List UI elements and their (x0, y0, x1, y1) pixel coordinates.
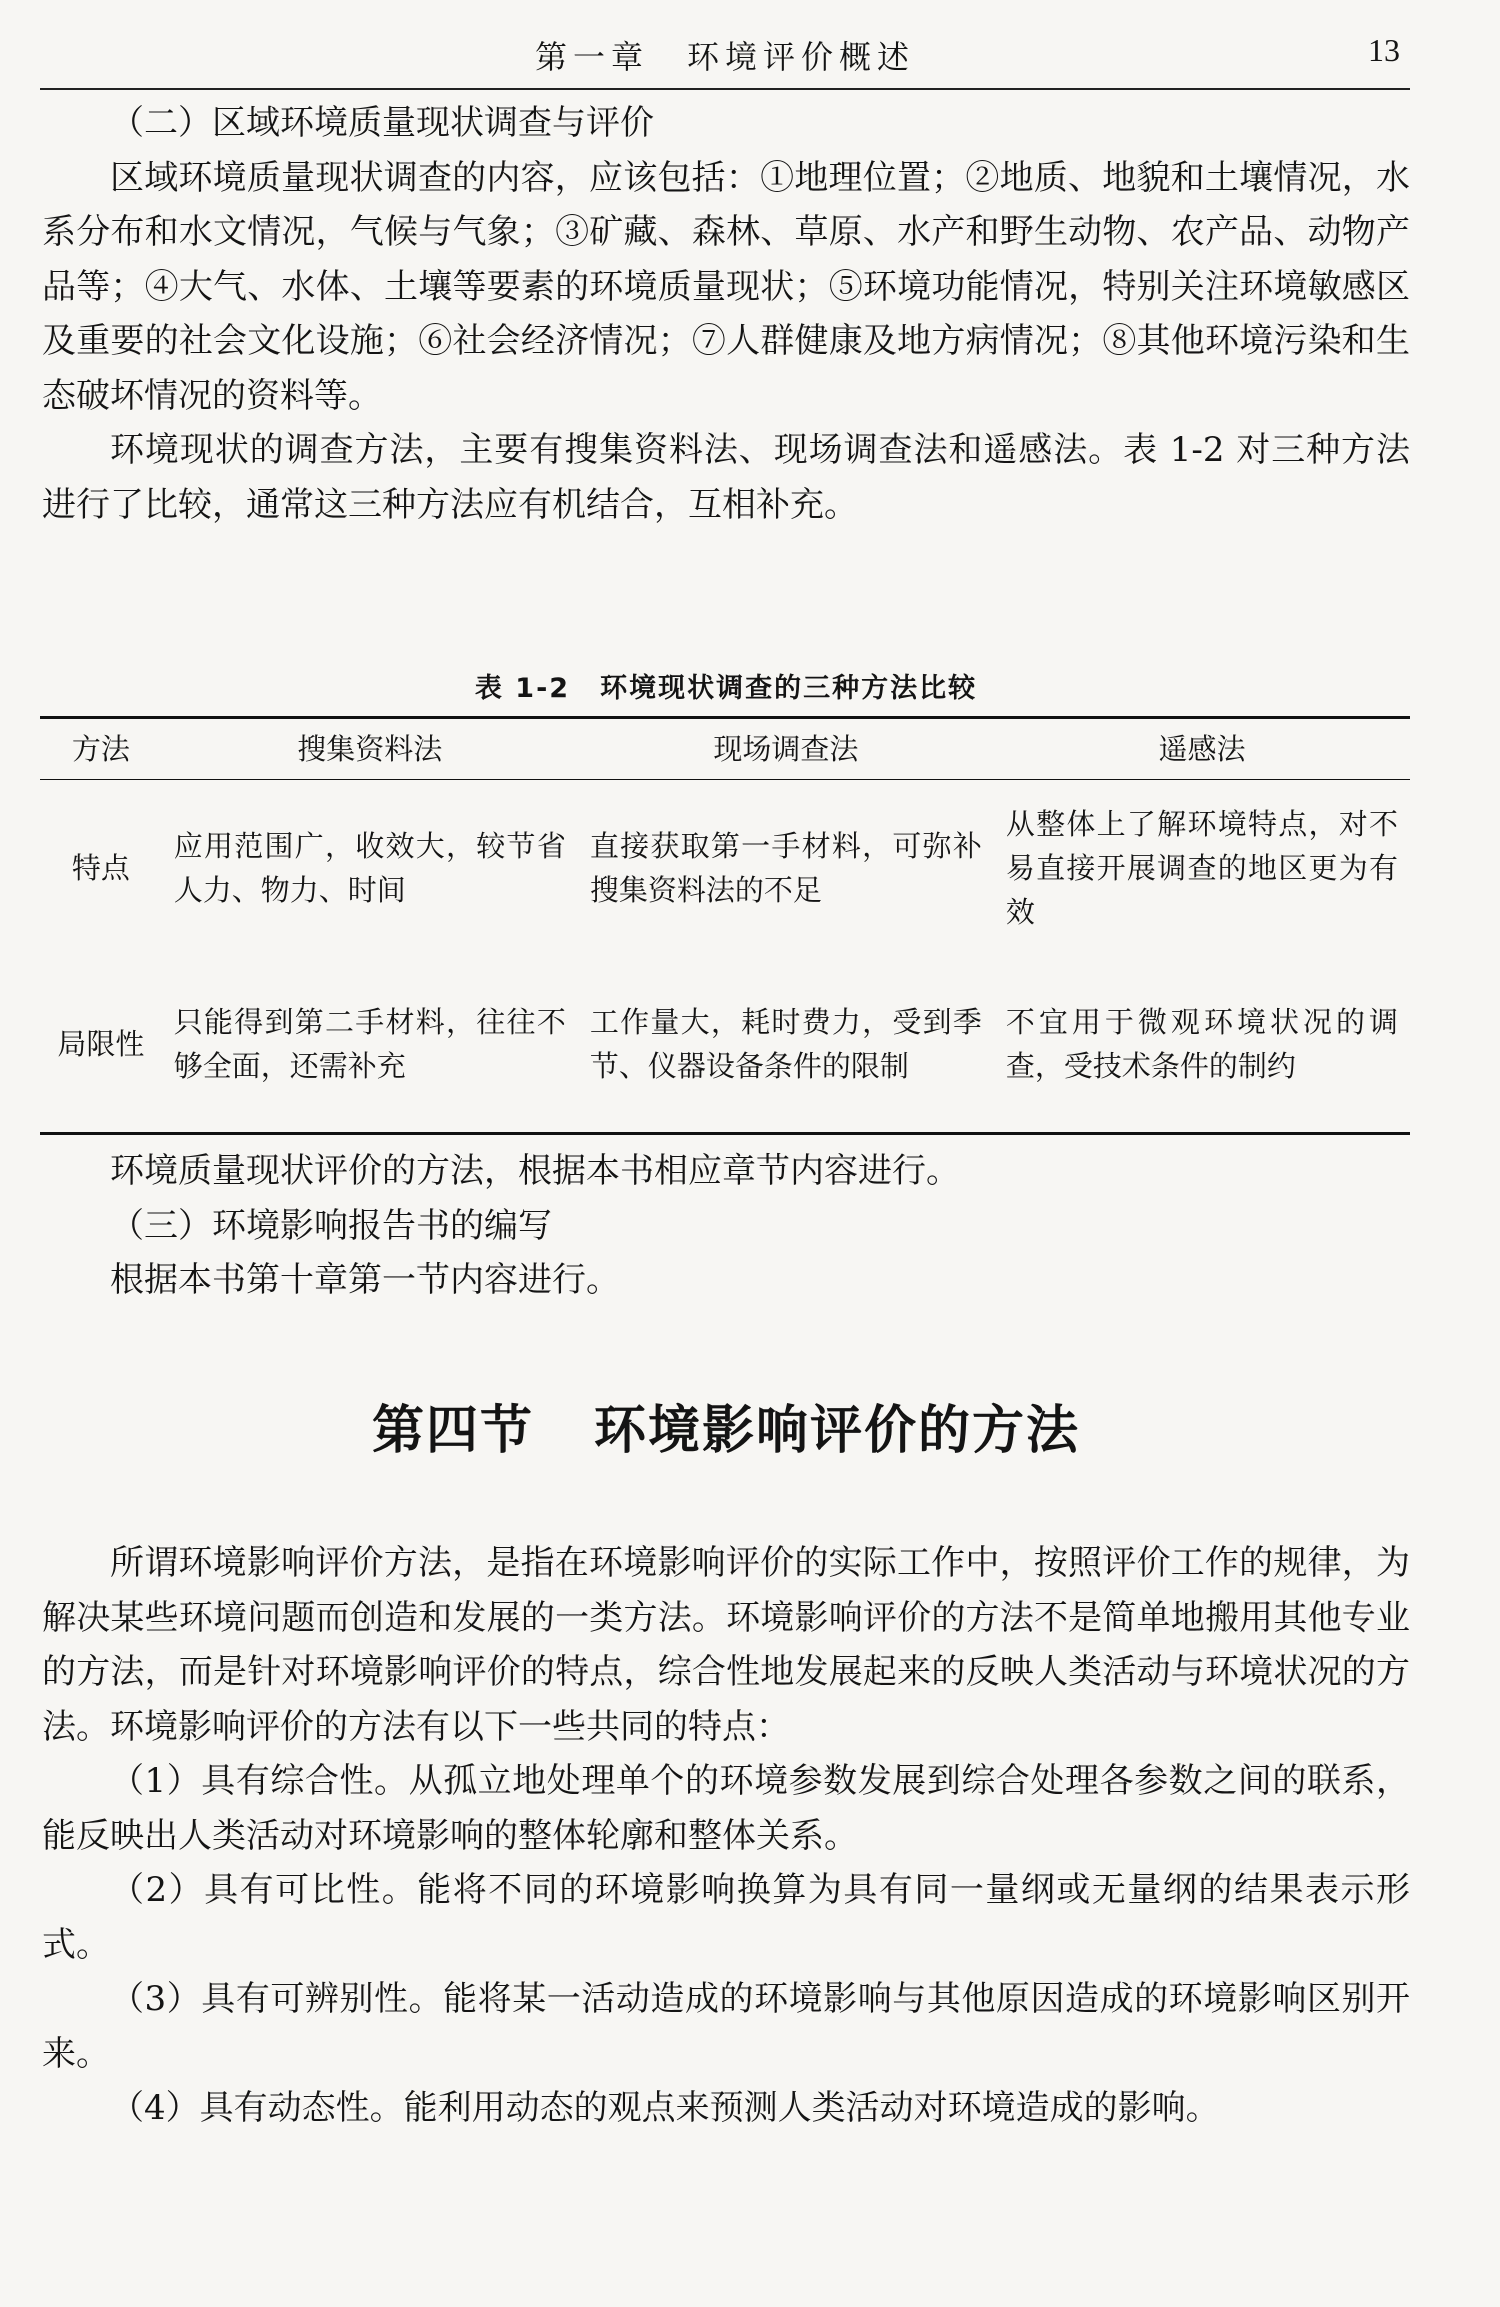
table-title: 环境现状调查的三种方法比较 (600, 673, 978, 704)
row-label-limitations: 局限性 (57, 1027, 145, 1061)
table-cell: 只能得到第二手材料，往往不够全面，还需补充 (173, 1005, 566, 1083)
table-header-row (40, 718, 1410, 780)
after-table-text (42, 1144, 1410, 1308)
running-header (40, 28, 1410, 90)
table-row (40, 956, 1410, 1134)
subheading-part3: （三）环境影响报告书的编写 (110, 1205, 552, 1246)
header-remote-sensing: 遥感法 (1158, 732, 1246, 766)
header-data-collection: 搜集资料法 (297, 732, 443, 766)
paragraph-intro: 所谓环境影响评价方法，是指在环境影响评价的实际工作中，按照评价工作的规律，为解决某些环境问题而创造和发展的一类方法。环境影响评价的方法不是简单地搬用其他专业的方法，而是针对环境影响评价的特点，综合性地发展起来的反映人类活动与环境状况的方法。环境影响评价的方法有以下一些共同的特点： (42, 1543, 1410, 1747)
section-name: 环境影响评价的方法 (594, 1400, 1081, 1461)
paragraph-survey-content: 区域环境质量现状调查的内容，应该包括：①地理位置；②地质、地貌和土壤情况，水系分布和水文情况，气候与气象；③矿藏、森林、草原、水产和野生动物、农产品、动物产品等；④大气、水体、土壤等要素的环境质量现状；⑤环境功能情况，特别关注环境敏感区及重要的社会文化设施；⑥社会经济情况；⑦人群健康及地方病情况；⑧其他环境污染和生态破坏情况的资料等。 (42, 157, 1410, 416)
table-row (40, 780, 1410, 957)
chapter-title: 第一章 环境评价概述 (534, 38, 915, 76)
paragraph-survey-methods: 环境现状的调查方法，主要有搜集资料法、现场调查法和遥感法。表 1-2 对三种方法进行了比较，通常这三种方法应有机结合，互相补充。 (42, 430, 1410, 525)
paragraph-assessment-method: 环境质量现状评价的方法，根据本书相应章节内容进行。 (110, 1151, 960, 1191)
table-cell: 直接获取第一手材料，可弥补搜集资料法的不足 (589, 829, 982, 907)
section-number: 第四节 (371, 1400, 534, 1461)
section-part2 (42, 96, 1410, 532)
list-item: （3）具有可辨别性。能将某一活动造成的环境影响与其他原因造成的环境影响区别开来。 (42, 1979, 1410, 2074)
header-method: 方法 (71, 732, 130, 766)
table-number: 表 1-2 (474, 673, 571, 704)
page-number: 13 (1368, 32, 1400, 68)
section-heading (42, 1388, 1410, 1463)
paragraph-report-reference: 根据本书第十章第一节内容进行。 (110, 1260, 620, 1300)
methods-comparison-table (40, 716, 1410, 1135)
subheading-part2: （二）区域环境质量现状调查与评价 (110, 103, 654, 143)
table-caption (42, 666, 1410, 705)
row-label-features: 特点 (71, 851, 130, 885)
table-cell: 不宜用于微观环境状况的调查，受技术条件的制约 (1005, 1005, 1398, 1083)
table-cell: 工作量大，耗时费力，受到季节、仪器设备条件的限制 (589, 1005, 982, 1083)
header-field-survey: 现场调查法 (713, 732, 859, 766)
table-cell: 从整体上了解环境特点，对不易直接开展调查的地区更为有效 (1005, 807, 1398, 929)
table-cell: 应用范围广，收效大，较节省人力、物力、时间 (173, 829, 566, 907)
list-item: （4）具有动态性。能利用动态的观点来预测人类活动对环境造成的影响。 (110, 2088, 1220, 2128)
list-item: （2）具有可比性。能将不同的环境影响换算为具有同一量纲或无量纲的结果表示形式。 (42, 1870, 1410, 1965)
list-item: （1）具有综合性。从孤立地处理单个的环境参数发展到综合处理各参数之间的联系，能反映出人类活动对环境影响的整体轮廓和整体关系。 (42, 1761, 1410, 1856)
section4-body (42, 1536, 1410, 2136)
